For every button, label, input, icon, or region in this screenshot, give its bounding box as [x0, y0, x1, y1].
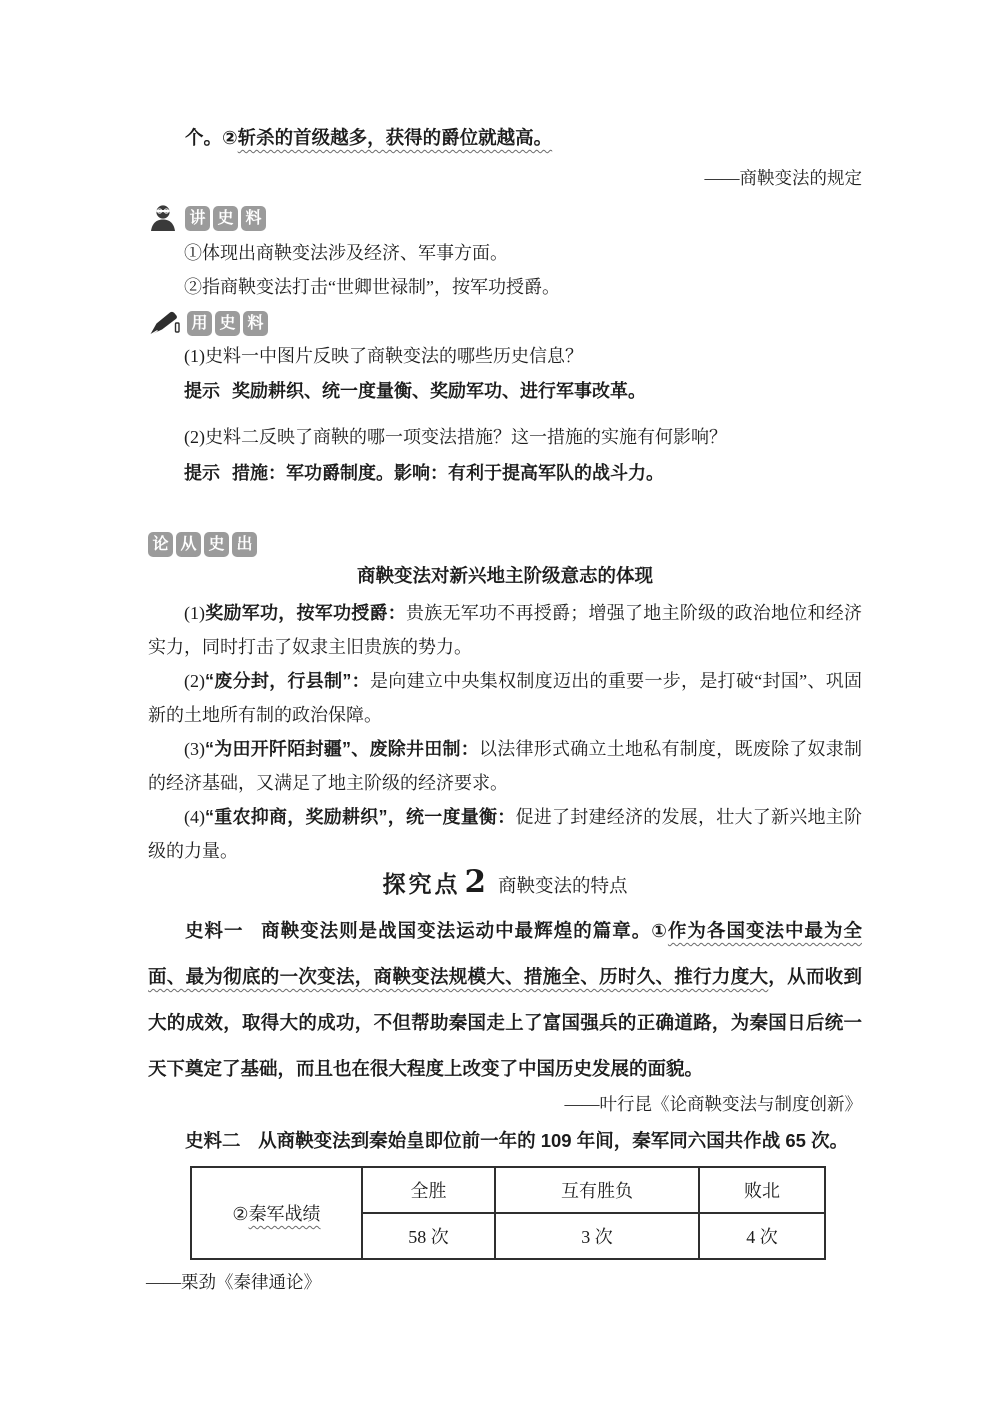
point-number: (4): [184, 807, 205, 827]
badge-char: 史: [213, 206, 238, 231]
badge-char: 用: [187, 311, 212, 336]
table-header-row: [191, 1167, 825, 1213]
badge-char: 料: [243, 311, 268, 336]
row-label-text: 秦军战绩: [248, 1204, 321, 1224]
row-label-prefix: ②: [232, 1204, 249, 1224]
explore-point-subtitle: 商鞅变法的特点: [498, 877, 628, 897]
badge-char: 出: [232, 532, 257, 557]
table-value-defeat: 4 次: [699, 1213, 825, 1259]
table-value-total-victory: 58 次: [362, 1213, 495, 1259]
opening-prefix: 个。②: [185, 127, 238, 148]
conclusion-point-3: [148, 732, 862, 800]
badge-char: 讲: [185, 206, 210, 231]
material-2-label: 史料二: [185, 1130, 241, 1151]
source-note-li-jin: ——栗劲《秦律通论》: [146, 1272, 321, 1292]
material-1-underlined: 作为各国变法中最为全面、最为彻底的一次变法，商鞅变法规模大、措施全、历时久、推行力度大: [148, 920, 862, 987]
question-1: (1)史料一中图片反映了商鞅变法的哪些历史信息？: [184, 346, 583, 366]
point-lead: “重农抑商，奖励耕织”，统一度量衡：: [205, 807, 516, 827]
tip-label: 提示: [184, 381, 220, 401]
point-lead: 奖励军功，按军功授爵：: [205, 603, 406, 623]
conclusion-point-2: [148, 664, 862, 732]
material-2-text: 从商鞅变法到秦始皇即位前一年的 109 年间，秦军同六国共作战 65 次。: [258, 1130, 849, 1151]
opening-underlined-text: 斩杀的首级越多，获得的爵位就越高。: [237, 127, 553, 148]
annotation-line-1: ①体现出商鞅变法涉及经济、军事方面。: [184, 243, 508, 263]
badge-char: 史: [204, 532, 229, 557]
source-note-ye-xingkun: ——叶行昆《论商鞅变法与制度创新》: [564, 1094, 862, 1114]
table-row-label-cell: [191, 1167, 362, 1259]
lun-cong-shi-chu-badge: [148, 530, 862, 558]
point-body: 促进了封建经济的发展，壮大了新兴地主阶级的力量。: [148, 807, 862, 861]
explore-point-label: 探究点: [382, 871, 461, 897]
tip-text: 措施：军功爵制度。影响：有利于提高军队的战斗力。: [232, 463, 664, 483]
battle-record-table: [190, 1166, 826, 1260]
tip-2: [148, 461, 862, 485]
question-2: (2)史料二反映了商鞅的哪一项变法措施？这一措施的实施有何影响？: [184, 427, 727, 447]
badge-char: 史: [215, 311, 240, 336]
conclusion-point-4: [148, 800, 862, 868]
material-1-label: 史料一: [185, 920, 244, 941]
table-header-mixed-results: 互有胜负: [495, 1167, 699, 1213]
explore-point-number: 2: [464, 864, 487, 900]
badge-char: 从: [176, 532, 201, 557]
material-1-paragraph: [148, 908, 862, 1092]
tip-label: 提示: [184, 463, 220, 483]
explore-point-heading: [148, 864, 862, 902]
annotation-line-2: ②指商鞅变法打击“世卿世禄制”，按军功授爵。: [184, 277, 560, 297]
point-body: 贵族无军功不再授爵；增强了地主阶级的政治地位和经济实力，同时打击了奴隶主旧贵族的势力。: [148, 603, 862, 657]
point-lead: “为田开阡陌封疆”、废除井田制：: [205, 739, 479, 759]
jiang-shiliao-badge: [148, 204, 862, 232]
tip-text: 奖励耕织、统一度量衡、奖励军功、进行军事改革。: [232, 381, 646, 401]
point-number: (3): [184, 739, 205, 759]
point-body: 以法律形式确立土地私有制度，既废除了奴隶制的经济基础，又满足了地主阶级的经济要求。: [148, 739, 862, 793]
source-note-regulations: ——商鞅变法的规定: [704, 168, 862, 188]
teacher-icon: [148, 204, 178, 232]
badge-char: 料: [241, 206, 266, 231]
table-header-defeat: 败北: [699, 1167, 825, 1213]
point-number: (1): [184, 603, 205, 623]
table-header-total-victory: 全胜: [362, 1167, 495, 1213]
material-2-paragraph: [148, 1129, 862, 1153]
conclusion-points: [148, 596, 862, 868]
conclusion-title: 商鞅变法对新兴地主阶级意志的体现: [356, 565, 653, 586]
opening-line: [148, 126, 862, 150]
point-lead: “废分封，行县制”：: [205, 671, 370, 691]
badge-char: 论: [148, 532, 173, 557]
point-number: (2): [184, 671, 205, 691]
material-1-lead: 商鞅变法则是战国变法运动中最辉煌的篇章。①: [261, 920, 668, 941]
tip-1: [148, 379, 862, 403]
table-value-mixed-results: 3 次: [495, 1213, 699, 1259]
yong-shiliao-badge: [148, 309, 862, 337]
writing-hand-icon: [148, 310, 180, 337]
point-body: 是向建立中央集权制度迈出的重要一步，是打破“封国”、巩固新的土地所有制的政治保障。: [148, 671, 862, 725]
material-1-tail: ，从而收到大的成效，取得大的成功，不但帮助秦国走上了富国强兵的正确道路，为秦国日后统一天下奠定了基础，而且也在很大程度上改变了中国历史发展的面貌。: [148, 966, 862, 1079]
conclusion-point-1: [148, 596, 862, 664]
